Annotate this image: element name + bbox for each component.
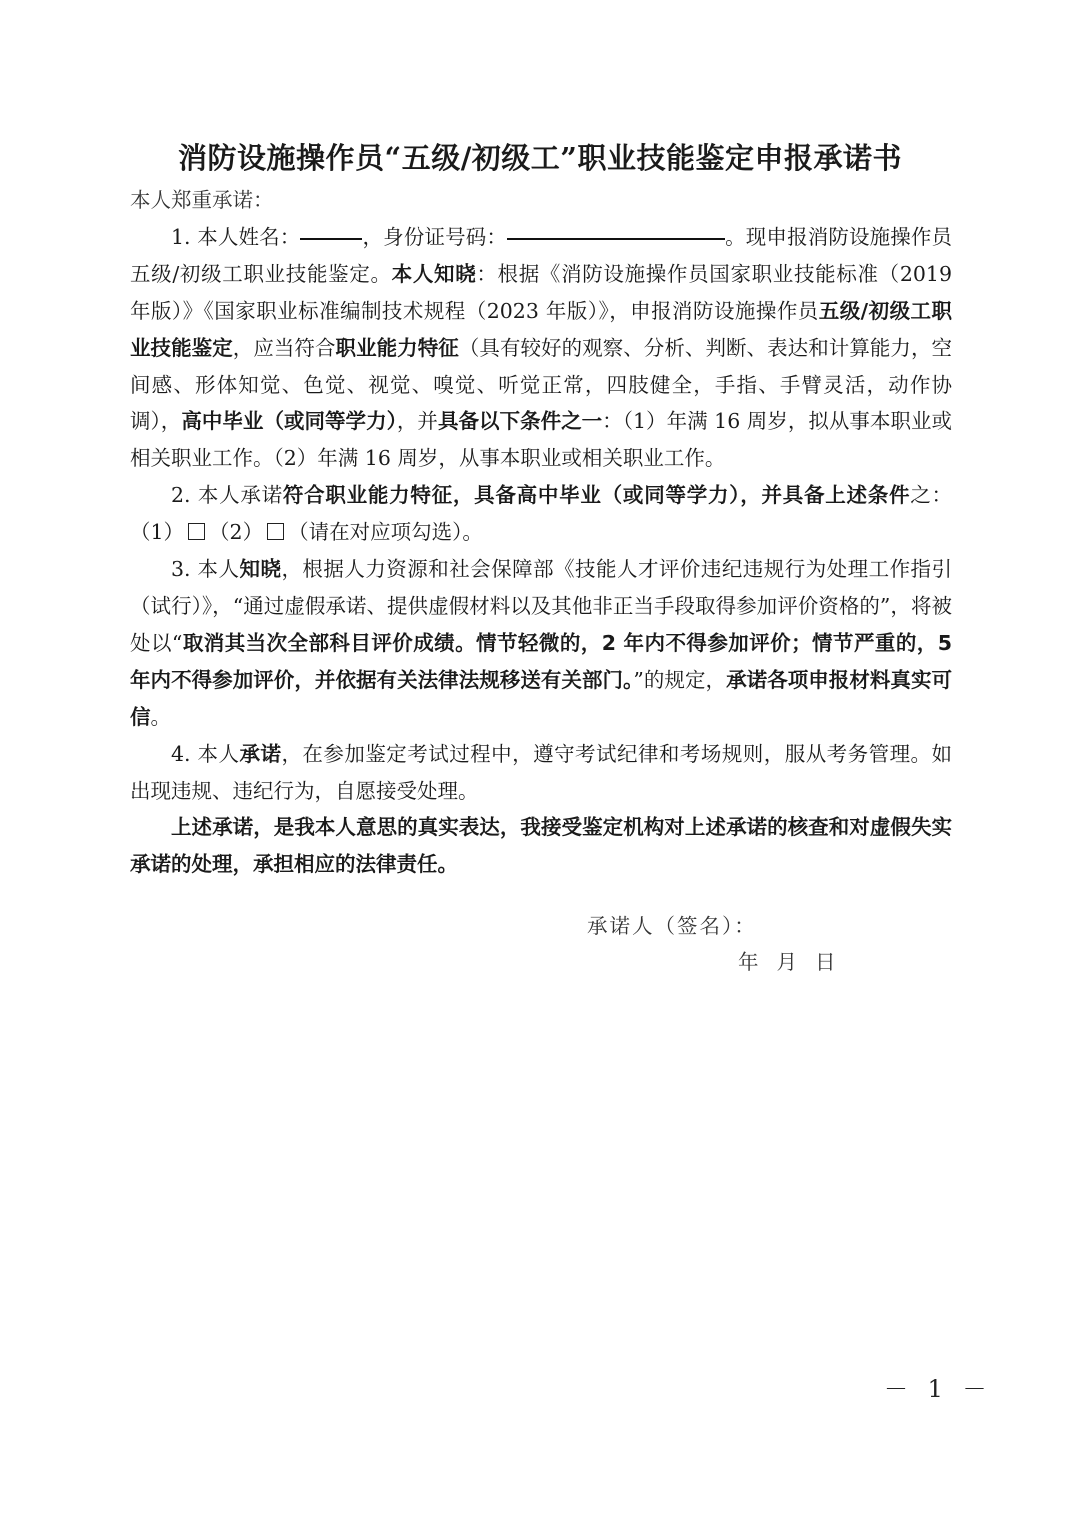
paragraph-2	[130, 477, 952, 551]
p1-bold: 本人知晓	[391, 261, 477, 286]
p3-text: 。	[150, 704, 171, 729]
p1-text: ：根据《消防设施操作员国家职业技能标准（2019 年版）》《国家职业标准编制技术规程（2023 年版）》，申报消防设施操作员	[130, 261, 953, 323]
p1-text: 。现申报消防设施操作员五级/初级工职业技能鉴定。	[130, 224, 953, 286]
document-title: 消防设施操作员“五级/初级工”职业技能鉴定申报承诺书	[178, 141, 902, 175]
signature-label: 承诺人（签名）：	[587, 914, 757, 938]
p1-text: ：（1）年满 16 周岁，拟从事本职业或相关职业工作。（2）年满 16 周岁，从事本职业或相关职业工作。	[130, 409, 953, 471]
id-number-blank[interactable]	[507, 224, 725, 240]
p2-text: （请在对应项勾选）。	[288, 520, 483, 545]
p1-text: ，身份证号码：	[362, 224, 508, 249]
p1-bold: 职业能力特征	[335, 335, 459, 360]
intro-line: 本人郑重承诺：	[130, 188, 274, 212]
p4-text: ，在参加鉴定考试过程中，遵守考试纪律和考场规则，服从考务管理。如出现违规、违纪行为，自愿接受处理。	[130, 741, 953, 803]
p3-text: 3. 本人	[171, 557, 240, 582]
p4-bold: 承诺	[239, 741, 282, 766]
paragraph-4	[130, 736, 952, 810]
name-blank[interactable]	[300, 224, 362, 240]
p3-bold: 知晓	[239, 557, 282, 582]
date-day: 日	[815, 950, 836, 974]
p2-bold: 符合职业能力特征，具备高中毕业（或同等学力），并具备上述条件	[282, 483, 911, 508]
document-body	[130, 182, 952, 883]
p2-text: 2. 本人承诺	[171, 483, 283, 508]
p3-text: ，根据人力资源和社会保障部《技能人才评价违纪违规行为处理工作指引（试行）》，“通过虚假承诺、提供虚假材料以及其他非正当手段取得参加评价资格的”，将被处以“	[130, 557, 953, 655]
p3-bold: 承诺各项申报材料真实可信	[130, 667, 953, 729]
option-2-label: （2）	[209, 520, 264, 545]
option-1-checkbox[interactable]	[188, 523, 205, 540]
p1-text: 1. 本人姓名：	[171, 224, 301, 249]
p2-text: 之：	[910, 483, 953, 508]
paragraph-1	[130, 219, 952, 477]
option-1-label: （1）	[130, 520, 185, 545]
paragraph-5: 上述承诺，是我本人意思的真实表达，我接受鉴定机构对上述承诺的核查和对虚假失实承诺的处理，承担相应的法律责任。	[130, 815, 952, 877]
p3-bold: 取消其当次全部科目评价成绩。情节轻微的，2 年内不得参加评价；情节严重的，5 年内不得参加评价，并依据有关法律法规移送有关部门。	[130, 630, 952, 692]
date-line	[738, 944, 854, 980]
p4-text: 4. 本人	[171, 741, 240, 766]
p3-text: ”的规定，	[633, 667, 727, 692]
date-year: 年	[738, 950, 759, 974]
p1-bold: 具备以下条件之一	[437, 409, 603, 434]
p1-bold: 高中毕业（或同等学力）	[181, 409, 397, 434]
option-2-checkbox[interactable]	[267, 523, 284, 540]
p1-text: ，并	[396, 409, 438, 434]
date-month: 月	[776, 950, 797, 974]
p1-text: ，应当符合	[232, 335, 336, 360]
p1-text: （具有较好的观察、分析、判断、表达和计算能力，空间感、形体知觉、色觉、视觉、嗅觉、听觉正常，四肢健全，手指、手臂灵活，动作协调），	[130, 335, 953, 434]
paragraph-3	[130, 551, 952, 736]
page-number: － 1 －	[884, 1375, 993, 1403]
p1-bold: 五级/初级工职业技能鉴定	[130, 298, 952, 360]
